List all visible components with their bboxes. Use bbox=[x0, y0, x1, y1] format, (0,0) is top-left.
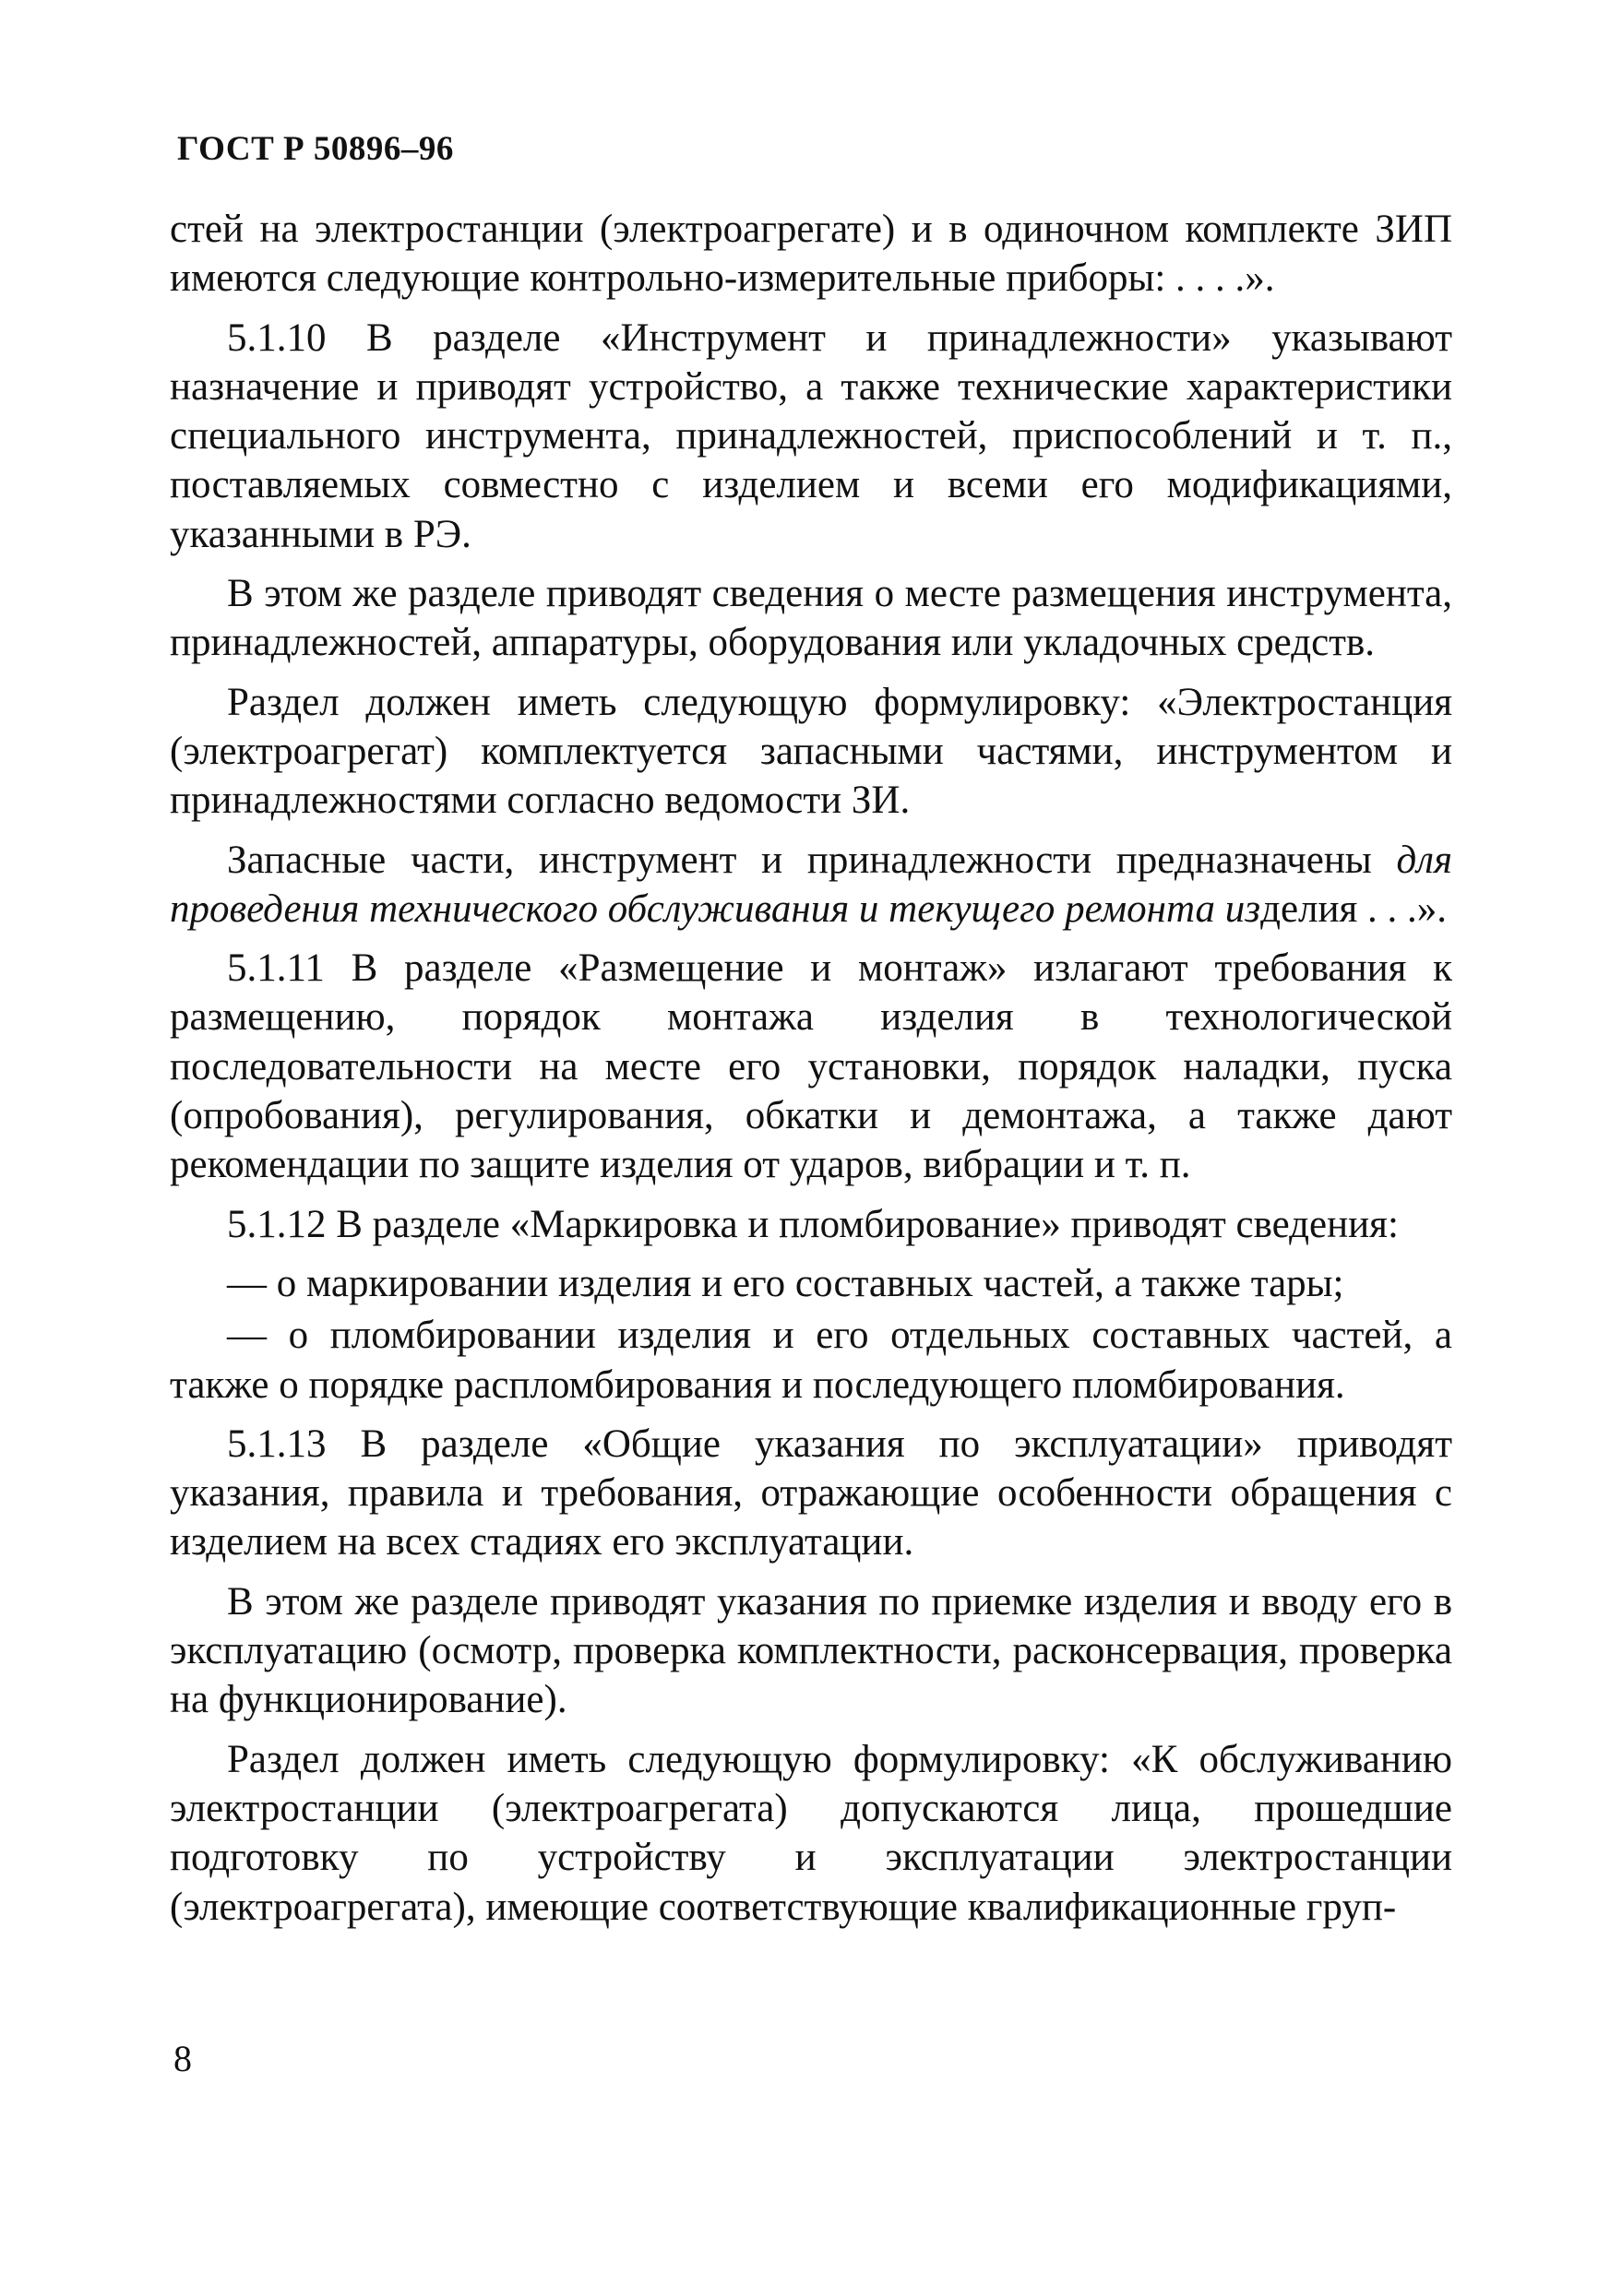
paragraph-spare-parts-start: Запасные части, инструмент и принадлежности предназначены bbox=[227, 838, 1397, 882]
paragraph-5-1-10: 5.1.10 В разделе «Инструмент и принадлежности» указывают назначение и приводят устройство, а также технические характеристики специального инструмента, принадлежностей, приспособлений и т. п., поставляемых совместно с изделием и всеми его модификациями, указанными в РЭ. bbox=[170, 315, 1452, 556]
paragraph-spare-parts-end: делия . . .». bbox=[1260, 886, 1448, 931]
paragraph-5-1-11: 5.1.11 В разделе «Размещение и монтаж» излагают требования к размещению, порядок монтажа изделия в технологической последовательности на месте его установки, порядок наладки, пуска (опробования), регулирования, обкатки и демонтажа, а также дают рекомендации по защите изделия от ударов, вибрации и т. п. bbox=[170, 946, 1452, 1187]
paragraph-5-1-13: 5.1.13 В разделе «Общие указания по эксплуатации» приводят указания, правила и требования, отражающие особенности обращения с изделием на всех стадиях его эксплуатации. bbox=[170, 1422, 1452, 1564]
paragraph-5-1-12: 5.1.12 В разделе «Маркировка и пломбирование» приводят сведения: bbox=[227, 1202, 1399, 1246]
document-body bbox=[170, 205, 1452, 1942]
paragraph-spare-parts-italic: для проведения технического обслуживания и текущего ремонта из bbox=[170, 838, 1452, 931]
paragraph-wording-spta: Раздел должен иметь следующую формулировку: «Электростанция (электроагрегат) комплектуется запасными частями, инструментом и принадлежностями согласно ведомости ЗИ. bbox=[170, 680, 1452, 823]
page-number: 8 bbox=[173, 2038, 192, 2079]
paragraph-spare-parts-purpose bbox=[170, 836, 1452, 934]
list-item-sealing: — о пломбировании изделия и его отдельных составных частей, а также о порядке распломбирования и последующего пломбирования. bbox=[170, 1314, 1452, 1407]
paragraph-storage-info: В этом же разделе приводят сведения о месте размещения инструмента, принадлежностей, аппаратуры, оборудования или укладочных средств. bbox=[170, 572, 1452, 665]
list-item-marking: — о маркировании изделия и его составных частей, а также тары; bbox=[227, 1261, 1344, 1305]
document-code-header: ГОСТ Р 50896–96 bbox=[177, 130, 454, 168]
paragraph-acceptance: В этом же разделе приводят указания по приемке изделия и вводу его в эксплуатацию (осмотр, проверка комплектности, расконсервация, проверка на функционирование). bbox=[170, 1579, 1452, 1722]
paragraph-continuation: стей на электростанции (электроагрегате) и в одиночном комплекте ЗИП имеются следующие контрольно-измерительные приборы: . . . .». bbox=[170, 208, 1452, 301]
paragraph-personnel-admission: Раздел должен иметь следующую формулировку: «К обслуживанию электростанции (электроагрегата) допускаются лица, прошедшие подготовку по устройству и эксплуатации электростанции (электроагрегата), имеющие соответствующие квалификационные груп- bbox=[170, 1737, 1452, 1929]
